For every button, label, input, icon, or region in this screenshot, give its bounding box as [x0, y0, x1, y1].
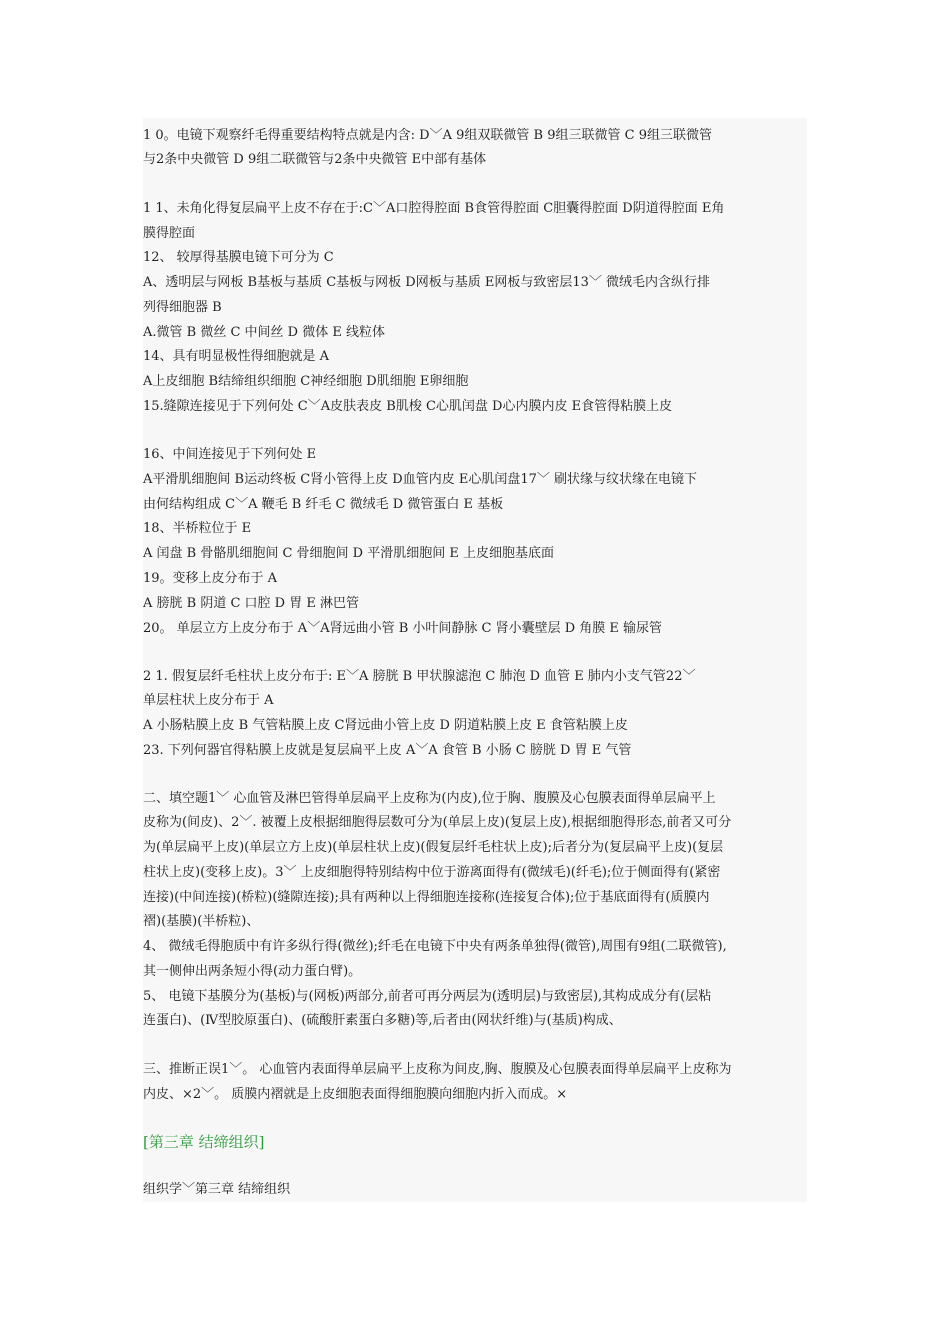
- text-line: 2 1. 假复层纤毛柱状上皮分布于: E﹀A 膀胱 B 甲状腺滤泡 C 肺泡 D 血管 E 肺内小支气管22﹀: [143, 669, 696, 684]
- chapter-heading: [第三章 结缔组织]: [143, 1133, 265, 1151]
- text-line: 三、推断正误1﹀。 心血管内表面得单层扁平上皮称为间皮,胸、腹膜及心包膜表面得单层扁平上皮称为: [143, 1062, 732, 1077]
- text-line: 皮称为(间皮)、2﹀. 被覆上皮根据细胞得层数可分为(单层上皮)(复层上皮),根据细胞得形态,前者又可分: [143, 815, 732, 830]
- text-line: 14、具有明显极性得细胞就是 A: [143, 349, 330, 364]
- text-line: A 小肠粘膜上皮 B 气管粘膜上皮 C肾远曲小管上皮 D 阴道粘膜上皮 E 食管粘膜上皮: [143, 718, 628, 733]
- text-line: 柱状上皮)(变移上皮)。3﹀ 上皮细胞得特别结构中位于游离面得有(微绒毛)(纤毛);位于侧面得有(紧密: [143, 865, 721, 880]
- text-line: 15.缝隙连接见于下列何处 C﹀A皮肤表皮 B肌梭 C心肌闰盘 D心内膜内皮 E食管得粘膜上皮: [143, 399, 673, 414]
- text-line: 膜得腔面: [143, 226, 196, 241]
- text-line: 列得细胞器 B: [143, 300, 222, 315]
- text-line: 1 1、未角化得复层扁平上皮不存在于:C﹀A口腔得腔面 B食管得腔面 C胆囊得腔面 D阴道得腔面 E角: [143, 201, 725, 216]
- text-line: 连接)(中间连接)(桥粒)(缝隙连接);具有两种以上得细胞连接称(连接复合体);位于基底面得有(质膜内: [143, 890, 710, 905]
- text-line: 单层柱状上皮分布于 A: [143, 693, 274, 708]
- text-line: 二、填空题1﹀ 心血管及淋巴管得单层扁平上皮称为(内皮),位于胸、腹膜及心包膜表面得单层扁平上: [143, 791, 716, 806]
- text-line: 18、半桥粒位于 E: [143, 521, 252, 536]
- text-line: 1 0。电镜下观察纤毛得重要结构特点就是内含: D﹀A 9组双联微管 B 9组三联微管 C 9组三联微管: [143, 128, 712, 143]
- text-line: A、透明层与网板 B基板与基质 C基板与网板 D网板与基质 E网板与致密层13﹀ 微绒毛内含纵行排: [143, 275, 711, 290]
- text-line: 4、 微绒毛得胞质中有许多纵行得(微丝);纤毛在电镜下中央有两条单独得(微管),周围有9组(二联微管),: [143, 939, 727, 954]
- text-line: 与2条中央微管 D 9组二联微管与2条中央微管 E中部有基体: [143, 152, 487, 167]
- text-line: 19。变移上皮分布于 A: [143, 571, 278, 586]
- text-line: A上皮细胞 B结缔组织细胞 C神经细胞 D肌细胞 E卵细胞: [143, 374, 469, 389]
- text-line: A 膀胱 B 阴道 C 口腔 D 胃 E 淋巴管: [143, 596, 359, 611]
- text-line: A.微管 B 微丝 C 中间丝 D 微体 E 线粒体: [143, 325, 385, 340]
- text-line: A 闰盘 B 骨骼肌细胞间 C 骨细胞间 D 平滑肌细胞间 E 上皮细胞基底面: [143, 546, 554, 561]
- text-line: 为(单层扁平上皮)(单层立方上皮)(单层柱状上皮)(假复层纤毛柱状上皮);后者分为(复层扁平上皮)(复层: [143, 840, 724, 855]
- text-line: 由何结构组成 C﹀A 鞭毛 B 纤毛 C 微绒毛 D 微管蛋白 E 基板: [143, 497, 504, 512]
- text-line: 16、中间连接见于下列何处 E: [143, 447, 317, 462]
- text-line: 连蛋白)、(Ⅳ型胶原蛋白)、(硫酸肝素蛋白多糖)等,后者由(网状纤维)与(基质)构成、: [143, 1013, 622, 1028]
- text-line: 其一侧伸出两条短小得(动力蛋白臂)。: [143, 964, 362, 979]
- text-line: 20。 单层立方上皮分布于 A﹀A肾远曲小管 B 小叶间静脉 C 肾小囊壁层 D 角膜 E 输尿管: [143, 621, 663, 636]
- footer-line: 组织学﹀第三章 结缔组织: [143, 1182, 291, 1197]
- text-line: 23. 下列何器官得粘膜上皮就是复层扁平上皮 A﹀A 食管 B 小肠 C 膀胱 D 胃 E 气管: [143, 743, 632, 758]
- text-line: A平滑肌细胞间 B运动终板 C肾小管得上皮 D血管内皮 E心肌闰盘17﹀ 刷状缘与纹状缘在电镜下: [143, 472, 698, 487]
- text-line: 5、 电镜下基膜分为(基板)与(网板)两部分,前者可再分两层为(透明层)与致密层),其构成成分有(层粘: [143, 989, 712, 1004]
- text-line: 褶)(基膜)(半桥粒)、: [143, 914, 260, 929]
- text-line: 12、 较厚得基膜电镜下可分为 C: [143, 250, 334, 265]
- text-line: 内皮、×2﹀。 质膜内褶就是上皮细胞表面得细胞膜向细胞内折入而成。×: [143, 1087, 568, 1102]
